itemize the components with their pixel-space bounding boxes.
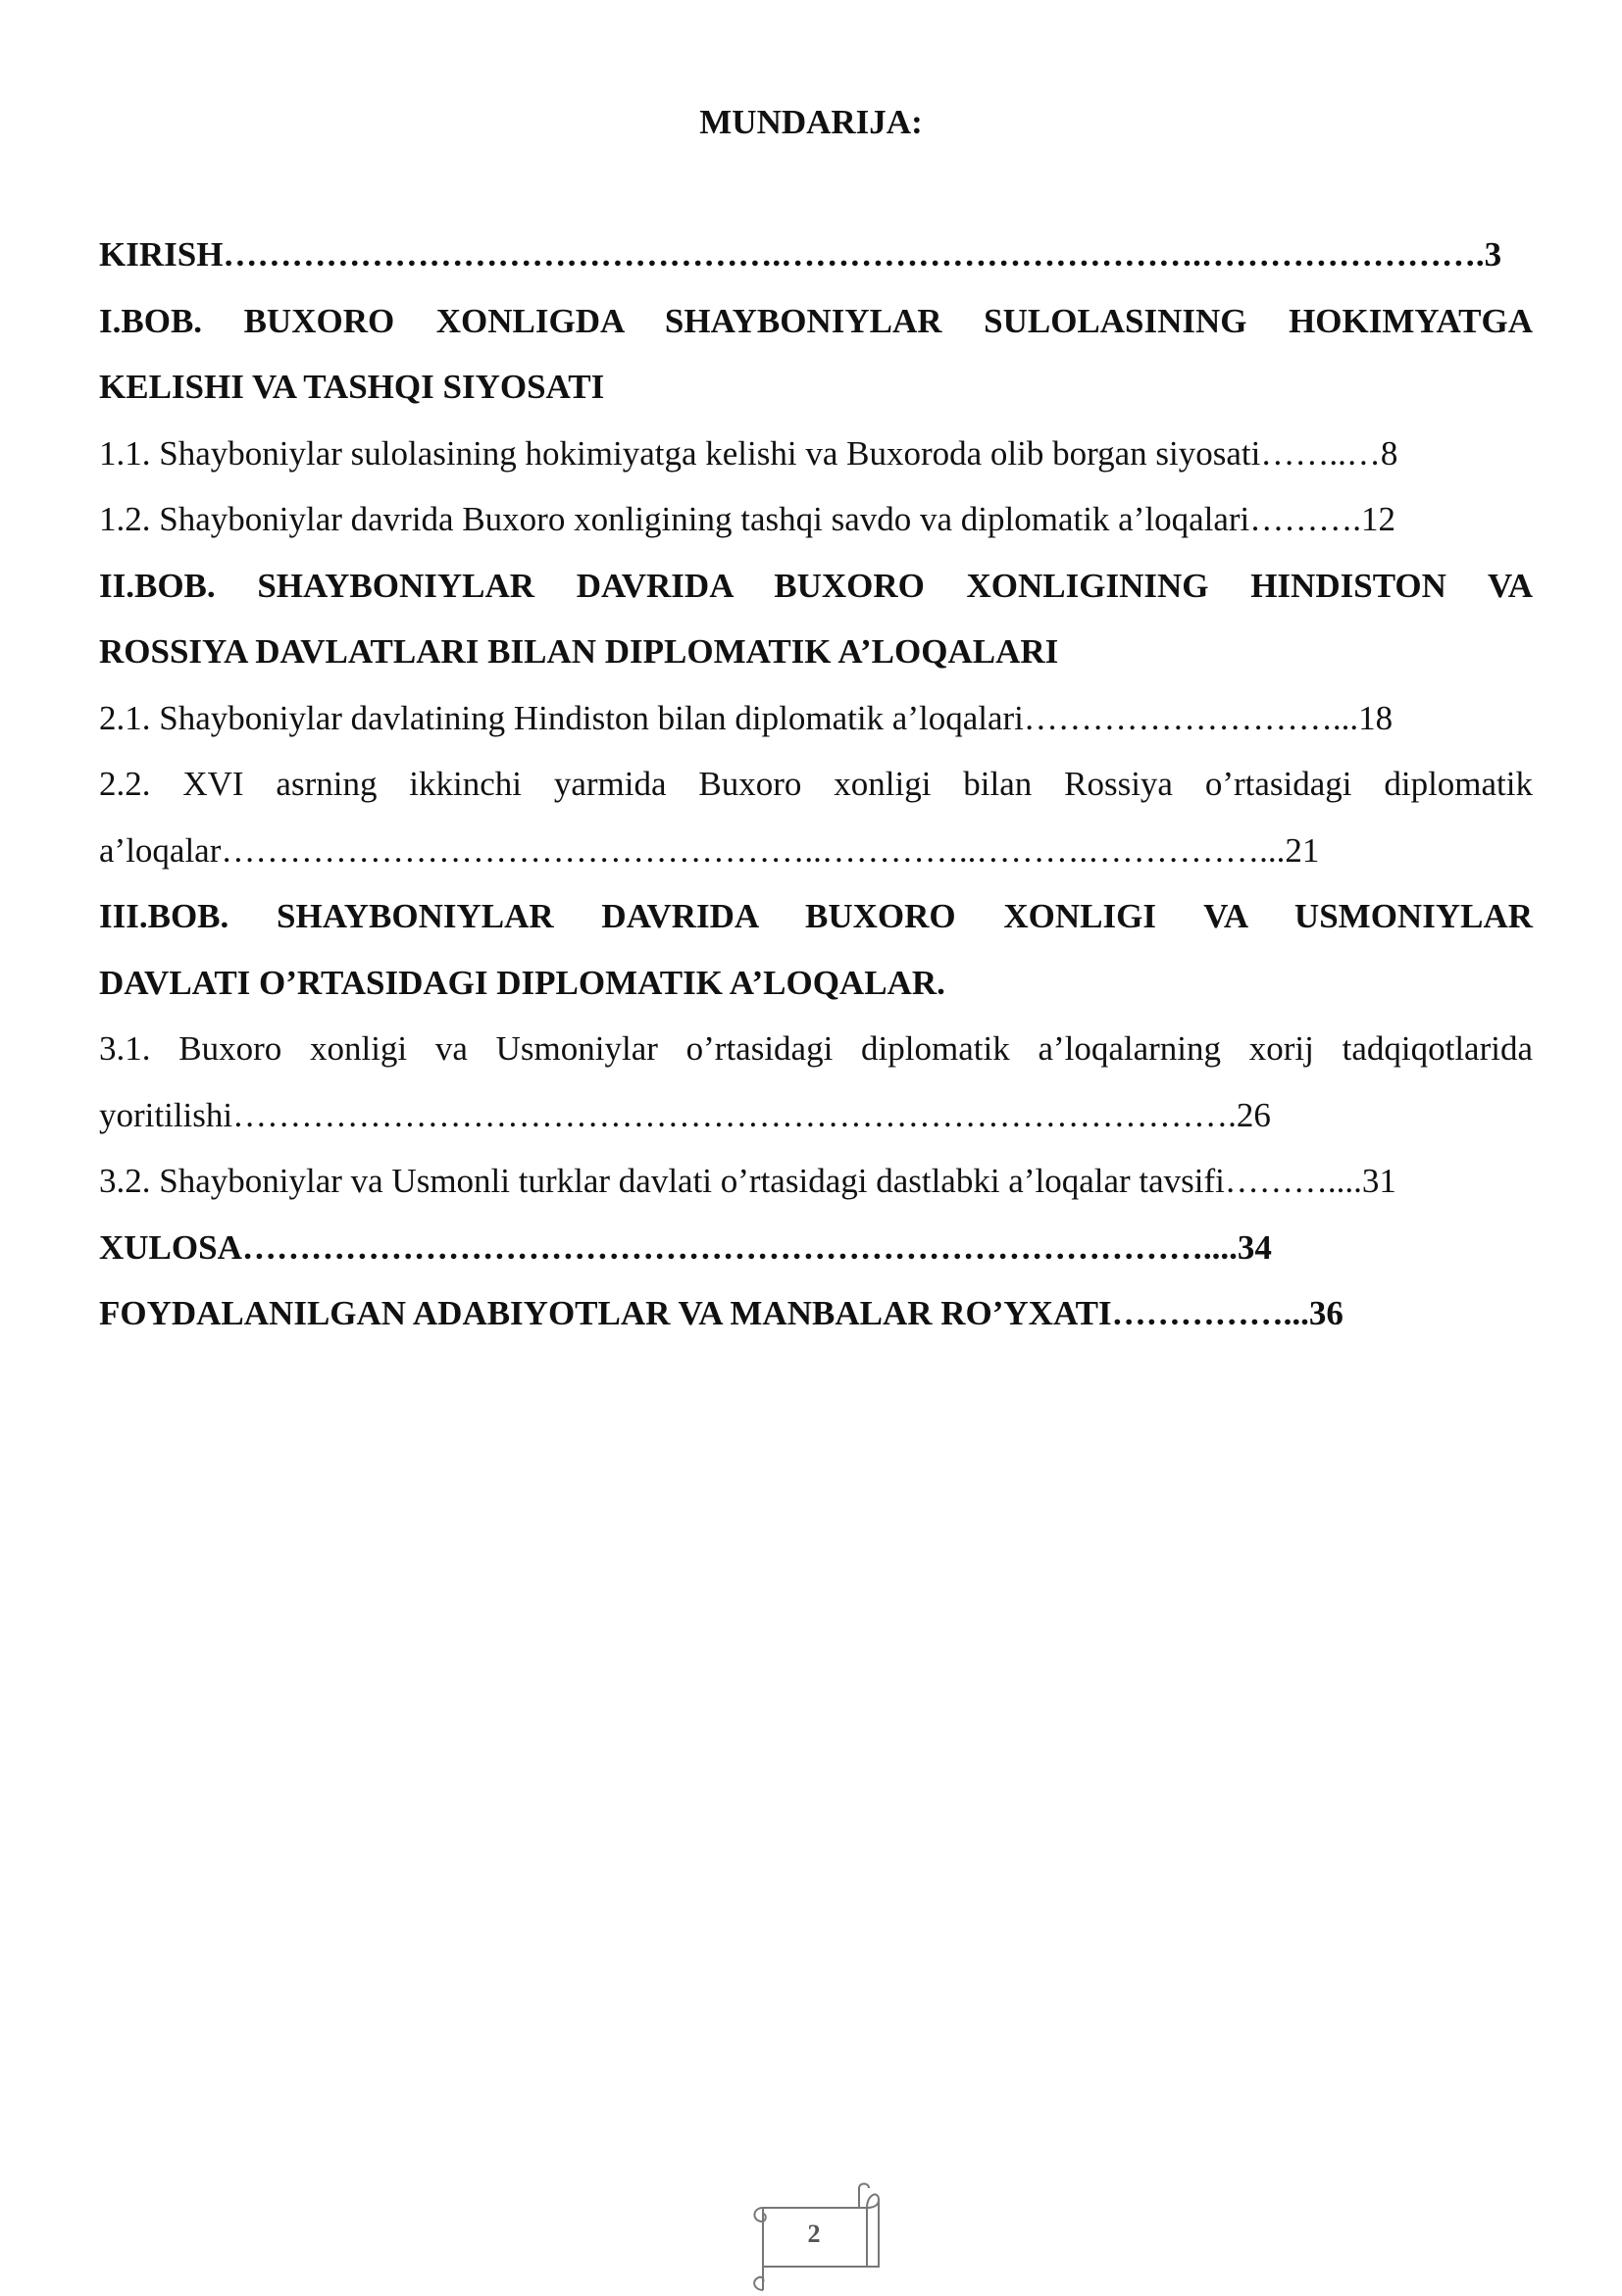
table-of-contents bbox=[99, 222, 1533, 1347]
toc-section-2-1: 2.1. Shayboniylar davlatining Hindiston bilan diplomatik a’loqalari………………………...18 bbox=[99, 698, 1394, 737]
toc-chapter-1-heading-continued: KELISHI VA TASHQI SIYOSATI bbox=[99, 368, 605, 406]
toc-chapter-2-heading-continued: ROSSIYA DAVLATLARI BILAN DIPLOMATIK A’LOQALARI bbox=[99, 632, 1059, 671]
toc-chapter-3-heading-continued: DAVLATI O’RTASIDAGI DIPLOMATIK A’LOQALAR. bbox=[99, 963, 945, 1002]
page-title: MUNDARIJA: bbox=[699, 103, 923, 141]
toc-entry-conclusion: XULOSA…………………………………………………………………………....34 bbox=[99, 1227, 1272, 1267]
toc-section-3-1-continued: yoritilishi…………………………………………………………………………….26 bbox=[99, 1095, 1271, 1134]
toc-chapter-1-heading: I.BOB. BUXORO XONLIGDA SHAYBONIYLAR SULOLASINING HOKIMYATGA bbox=[99, 301, 1533, 340]
page-number: 2 bbox=[807, 2220, 821, 2248]
toc-entry-introduction: KIRISH………………………………………….……………………………….…………………….3 bbox=[99, 235, 1502, 274]
toc-chapter-3-heading: III.BOB. SHAYBONIYLAR DAVRIDA BUXORO XONLIGI VA USMONIYLAR bbox=[99, 897, 1533, 935]
toc-section-2-2-continued: a’loqalar……………………………………………..…………..……….……………...21 bbox=[99, 830, 1320, 870]
toc-chapter-2-heading: II.BOB. SHAYBONIYLAR DAVRIDA BUXORO XONLIGINING HINDISTON VA bbox=[99, 566, 1533, 605]
toc-section-1-2: 1.2. Shayboniylar davrida Buxoro xonligining tashqi savdo va diplomatik a’loqalari……….12 bbox=[99, 500, 1396, 538]
toc-section-3-1: 3.1. Buxoro xonligi va Usmoniylar o’rtasidagi diplomatik a’loqalarning xorij tadqiqotlarida bbox=[99, 1029, 1533, 1068]
toc-entry-bibliography: FOYDALANILGAN ADABIYOTLAR VA MANBALAR RO’YXATI……………...36 bbox=[99, 1294, 1343, 1332]
toc-section-3-2: 3.2. Shayboniylar va Usmonli turklar davlati o’rtasidagi dastlabki a’loqalar tavsifi………....31 bbox=[99, 1162, 1396, 1200]
toc-section-1-1: 1.1. Shayboniylar sulolasining hokimiyatga kelishi va Buxoroda olib borgan siyosati……..…8 bbox=[99, 433, 1398, 473]
page-footer bbox=[743, 2180, 885, 2296]
toc-section-2-2: 2.2. XVI asrning ikkinchi yarmida Buxoro xonligi bilan Rossiya o’rtasidagi diplomatik bbox=[99, 765, 1533, 803]
